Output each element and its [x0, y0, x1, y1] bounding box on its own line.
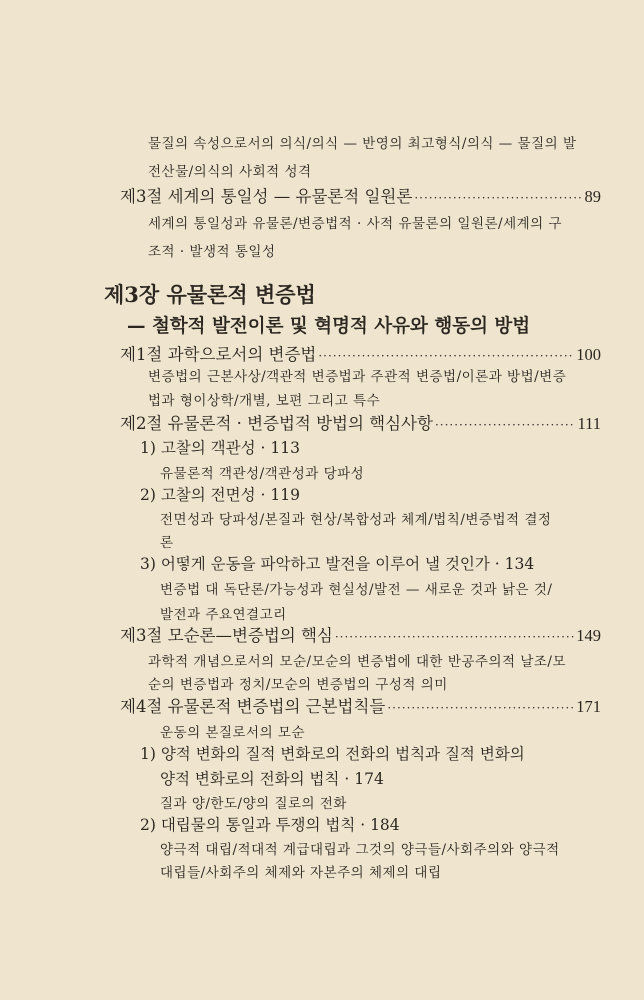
toc-entry-section-2-method — [120, 410, 601, 434]
leader-dots — [318, 349, 574, 363]
toc-subitem: 1) 고찰의 객관성 · 113 — [140, 439, 300, 457]
toc-entry-section-1-science — [120, 341, 601, 365]
toc-entry-title: 제1절 과학으로서의 변증법 — [120, 345, 317, 364]
toc-description-line: 법과 형이상학/개별, 보편 그리고 특수 — [148, 393, 381, 409]
toc-entry-title: 제2절 유물론적 · 변증법적 방법의 핵심사항 — [120, 414, 433, 433]
toc-entry-title: 제3절 모순론—변증법의 핵심 — [120, 626, 333, 645]
toc-description-line: 물질의 속성으로서의 의식/의식 — 반영의 최고형식/의식 — 물질의 발 — [148, 136, 577, 152]
toc-entry-section-4-laws — [120, 693, 601, 717]
toc-subitem: 2) 대립물의 통일과 투쟁의 법칙 · 184 — [140, 816, 400, 834]
chapter-subtitle: — 철학적 발전이론 및 혁명적 사유와 행동의 방법 — [127, 316, 531, 337]
toc-entry-section-3-contradiction — [120, 622, 601, 646]
toc-entry-title: 제4절 유물론적 변증법의 근본법칙들 — [120, 697, 386, 716]
toc-subitem: 2) 고찰의 전면성 · 119 — [140, 486, 300, 504]
toc-page-number: 149 — [576, 626, 601, 645]
leader-dots — [387, 701, 574, 715]
toc-page-number: 111 — [577, 414, 601, 433]
toc-page-number: 89 — [584, 187, 601, 206]
toc-entry-section-3-unity — [120, 183, 601, 207]
toc-description-line: 발전과 주요연결고리 — [160, 607, 287, 623]
toc-page-number: 100 — [576, 345, 601, 364]
toc-description-line: 세계의 통일성과 유물론/변증법적 · 사적 유물론의 일원론/세계의 구 — [148, 216, 563, 232]
toc-entry-title: 제3절 세계의 통일성 — 유물론적 일원론 — [120, 187, 413, 206]
toc-page-number: 171 — [576, 697, 601, 716]
leader-dots — [414, 191, 582, 205]
toc-description-line: 변증법 대 독단론/가능성과 현실성/발전 — 새로운 것과 낡은 것/ — [160, 582, 553, 598]
toc-description-line: 변증법의 근본사상/객관적 변증법과 주관적 변증법/이론과 방법/변증 — [148, 369, 567, 385]
toc-description-line: 론 — [160, 535, 174, 551]
toc-description-line: 조적 · 발생적 통일성 — [148, 244, 276, 260]
leader-dots — [435, 418, 576, 432]
toc-description-line: 과학적 개념으로서의 모순/모순의 변증법에 대한 반공주의적 날조/모 — [148, 654, 566, 670]
toc-subitem: 1) 양적 변화의 질적 변화로의 전화의 법칙과 질적 변화의 — [140, 745, 525, 763]
leader-dots — [335, 630, 574, 644]
chapter-title: 제3장 유물론적 변증법 — [104, 282, 316, 307]
toc-subitem: 3) 어떻게 운동을 파악하고 발전을 이루어 낼 것인가 · 134 — [140, 555, 535, 573]
toc-description-line: 유물론적 객관성/객관성과 당파성 — [160, 466, 365, 482]
toc-subitem-continuation: 양적 변화로의 전화의 법칙 · 174 — [160, 770, 384, 788]
toc-description-line: 순의 변증법과 정치/모순의 변증법의 구성적 의미 — [148, 677, 448, 693]
toc-description-line: 전산물/의식의 사회적 성격 — [148, 164, 312, 180]
toc-description-line: 대립들/사회주의 체제와 자본주의 체제의 대립 — [160, 865, 442, 881]
toc-description-line: 질과 양/한도/양의 질로의 전화 — [160, 796, 347, 812]
toc-description-line: 양극적 대립/적대적 계급대립과 그것의 양극들/사회주의와 양극적 — [160, 842, 560, 858]
toc-description-line: 운동의 본질로서의 모순 — [160, 725, 305, 741]
toc-description-line: 전면성과 당파성/본질과 현상/복합성과 체계/법칙/변증법적 결정 — [160, 512, 552, 528]
